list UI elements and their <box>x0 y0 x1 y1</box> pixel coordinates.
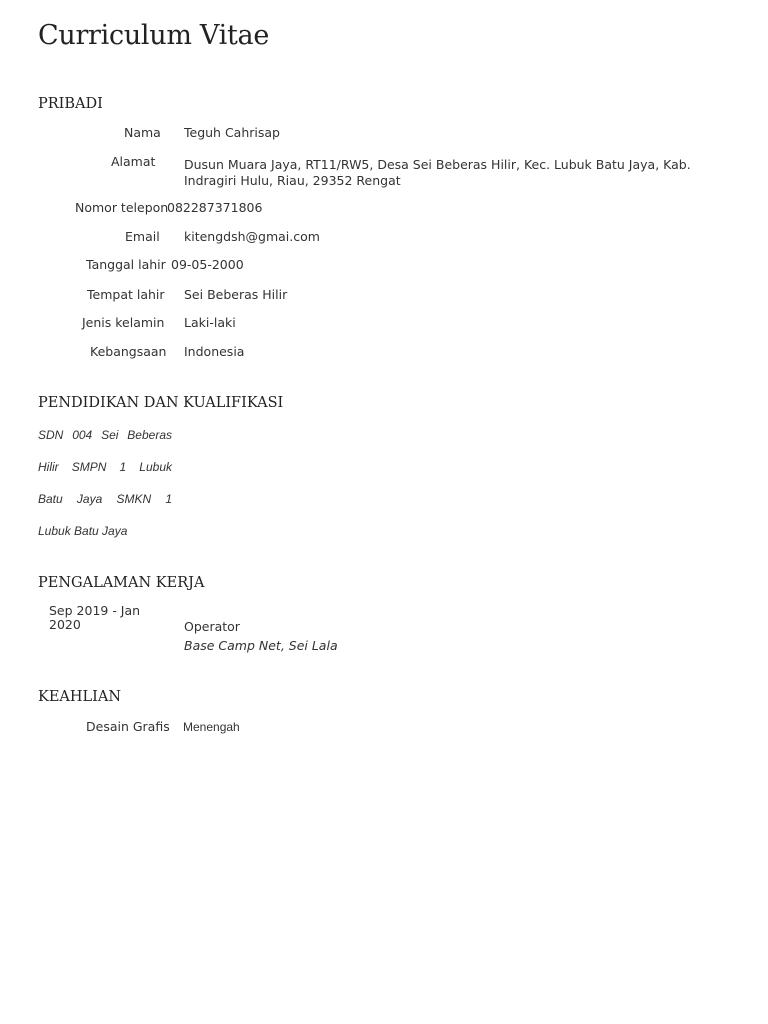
email-value: kitengdsh@gmai.com <box>184 229 320 244</box>
address-value: Dusun Muara Jaya, RT11/RW5, Desa Sei Beberas Hilir, Kec. Lubuk Batu Jaya, Kab. Indragiri Hulu, Riau, 29352 Rengat <box>184 157 691 188</box>
phone-value: 082287371806 <box>167 200 263 215</box>
section-heading-education: PENDIDIKAN DAN KUALIFIKASI <box>38 395 284 411</box>
email-label: Email <box>125 229 160 244</box>
gender-label: Jenis kelamin <box>82 315 165 330</box>
birth-date-value: 09-05-2000 <box>171 257 244 272</box>
skill-name: Desain Grafis <box>86 719 170 734</box>
experience-company: Base Camp Net, Sei Lala <box>184 638 338 653</box>
experience-period: Sep 2019 - Jan 2020 <box>49 603 141 632</box>
experience-role: Operator <box>184 619 240 634</box>
education-line: Lubuk Batu Jaya <box>38 524 128 538</box>
address-label: Alamat <box>111 154 156 169</box>
section-heading-skills: KEAHLIAN <box>38 689 122 705</box>
nationality-value: Indonesia <box>184 344 245 359</box>
section-heading-personal: PRIBADI <box>38 96 103 112</box>
education-line: SDN 004 Sei Beberas <box>38 428 172 442</box>
phone-label: Nomor telepon <box>75 200 169 215</box>
education-line: Hilir SMPN 1 Lubuk <box>38 460 172 474</box>
nationality-label: Kebangsaan <box>90 344 167 359</box>
education-line: Batu Jaya SMKN 1 <box>38 492 172 506</box>
page-title: Curriculum Vitae <box>38 20 270 51</box>
skill-level: Menengah <box>183 720 240 734</box>
birth-date-label: Tanggal lahir <box>86 257 166 272</box>
section-heading-experience: PENGALAMAN KERJA <box>38 575 205 591</box>
name-value: Teguh Cahrisap <box>184 125 280 140</box>
birth-place-label: Tempat lahir <box>87 287 165 302</box>
birth-place-value: Sei Beberas Hilir <box>184 287 288 302</box>
name-label: Nama <box>124 125 161 140</box>
gender-value: Laki-laki <box>184 315 236 330</box>
